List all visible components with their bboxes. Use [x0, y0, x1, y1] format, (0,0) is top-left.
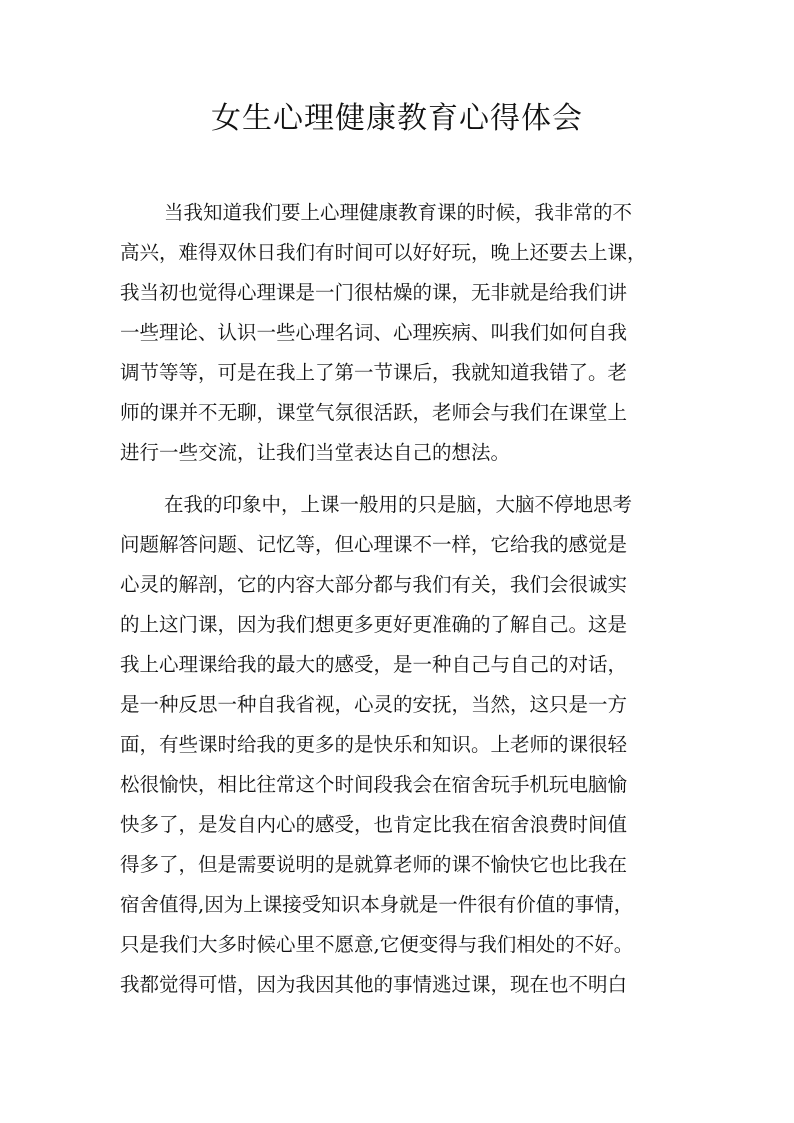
- paragraph-line: 我都觉得可惜，因为我因其他的事情逃过课，现在也不明白: [120, 973, 628, 996]
- paragraph-line: 快多了，是发自内心的感受，也肯定比我在宿舍浪费时间值: [120, 813, 628, 836]
- paragraph-line: 松很愉快，相比往常这个时间段我会在宿舍玩手机玩电脑愉: [120, 773, 628, 796]
- paragraph-line: 面，有些课时给我的更多的是快乐和知识。上老师的课很轻: [120, 733, 628, 756]
- paragraph-line: 在我的印象中，上课一般用的只是脑，大脑不停地思考: [164, 493, 633, 516]
- paragraph-line: 是一种反思一种自我省视，心灵的安抚，当然，这只是一方: [120, 693, 628, 716]
- paragraph-line: 高兴，难得双休日我们有时间可以好好玩，晚上还要去上课，: [120, 241, 647, 264]
- paragraph-line: 一些理论、认识一些心理名词、心理疾病、叫我们如何自我: [120, 321, 628, 344]
- paragraph-line: 我当初也觉得心理课是一门很枯燥的课，无非就是给我们讲: [120, 281, 628, 304]
- paragraph-line: 调节等等，可是在我上了第一节课后，我就知道我错了。老: [120, 361, 628, 384]
- paragraph-line: 问题解答问题、记忆等，但心理课不一样，它给我的感觉是: [120, 533, 628, 556]
- paragraph-line: 当我知道我们要上心理健康教育课的时候，我非常的不: [164, 201, 633, 224]
- paragraph-line: 心灵的解剖，它的内容大部分都与我们有关，我们会很诚实: [120, 573, 628, 596]
- paragraph-line: 宿舍值得,因为上课接受知识本身就是一件很有价值的事情，: [120, 893, 634, 916]
- paragraph-line: 进行一些交流，让我们当堂表达自己的想法。: [120, 441, 511, 464]
- paragraph-line: 我上心理课给我的最大的感受，是一种自己与自己的对话，: [120, 653, 628, 676]
- paragraph-line: 只是我们大多时候心里不愿意,它便变得与我们相处的不好。: [120, 933, 634, 956]
- document-title: 女生心理健康教育心得体会: [211, 101, 583, 136]
- paragraph-line: 的上这门课，因为我们想更多更好更准确的了解自己。这是: [120, 613, 628, 636]
- paragraph-line: 得多了，但是需要说明的是就算老师的课不愉快它也比我在: [120, 853, 628, 876]
- paragraph-line: 师的课并不无聊，课堂气氛很活跃，老师会与我们在课堂上: [120, 401, 628, 424]
